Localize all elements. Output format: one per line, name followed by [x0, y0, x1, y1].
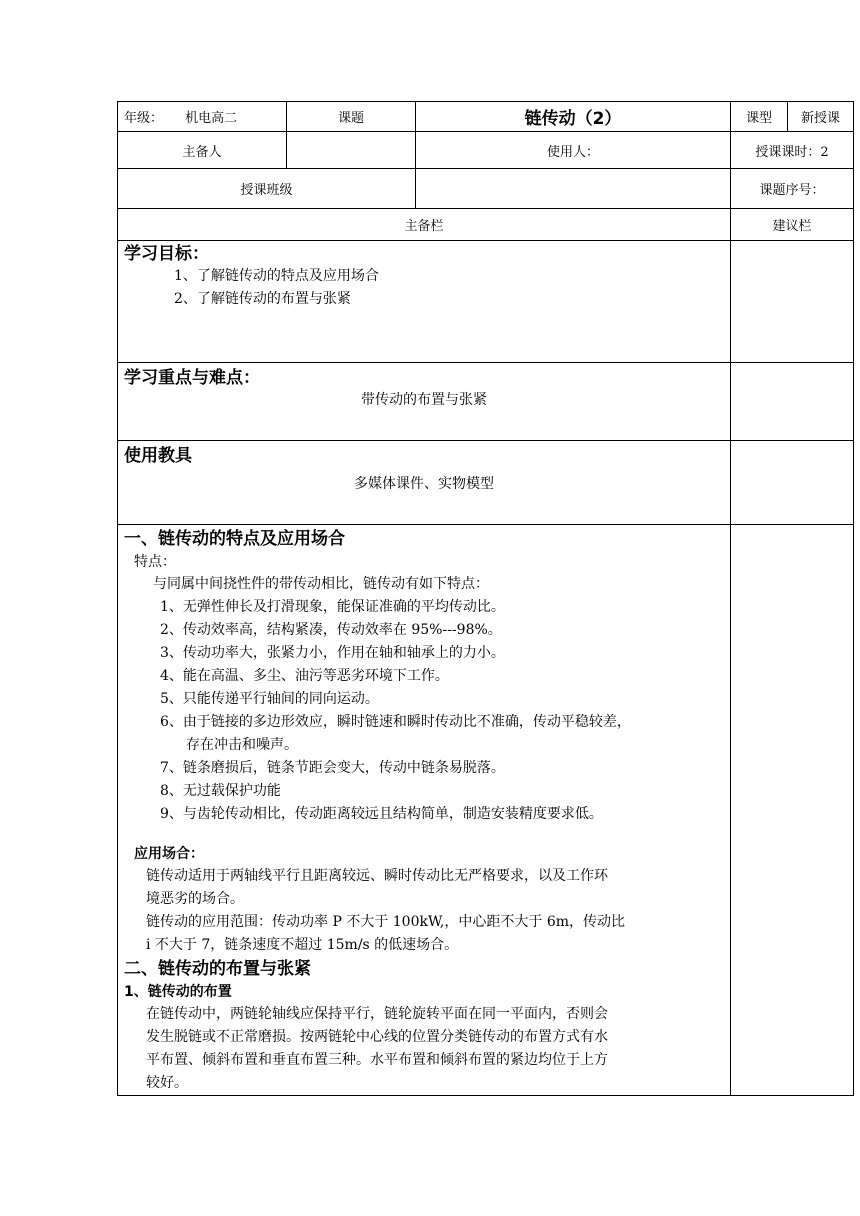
objectives-cell — [118, 241, 731, 363]
tools-heading: 使用教具 — [124, 446, 192, 466]
class-value — [416, 169, 731, 209]
key-points-text: 带传动的布置与张紧 — [361, 392, 487, 408]
key-points-heading: 学习重点与难点： — [124, 368, 260, 388]
application-line: 链传动的应用范围：传动功率 P 不大于 100kW,，中心距不大于 6m，传动比 — [146, 914, 625, 930]
tools-suggest-cell — [731, 441, 854, 525]
preparer-value — [287, 132, 416, 169]
tools-text: 多媒体课件、实物模型 — [354, 476, 494, 492]
section1-heading: 一、链传动的特点及应用场合 — [124, 529, 345, 549]
feature-item: 6、由于链接的多边形效应，瞬时链速和瞬时传动比不准确，传动平稳较差， — [160, 714, 631, 730]
topic-label: 课题 — [287, 102, 416, 132]
user-label: 使用人： — [416, 132, 731, 169]
feature-item: 7、链条磨损后，链条节距会变大，传动中链条易脱落。 — [160, 760, 505, 776]
column-header-row — [118, 209, 854, 241]
class-label: 授课班级 — [118, 169, 416, 209]
preparer-label: 主备人 — [118, 132, 287, 169]
key-points-cell — [118, 363, 731, 441]
main-col-label: 主备栏 — [118, 209, 731, 241]
tools-cell — [118, 441, 731, 525]
seq-label: 课题序号： — [731, 169, 854, 209]
section2-heading: 二、链传动的布置与张紧 — [124, 959, 311, 979]
topic-value: 链传动（2） — [416, 102, 731, 132]
feature-item: 1、无弹性伸长及打滑现象，能保证准确的平均传动比。 — [160, 599, 505, 615]
content-row — [118, 525, 854, 1096]
header-row-1 — [118, 102, 854, 132]
layout-line: 较好。 — [146, 1075, 188, 1091]
grade-label: 年级： — [124, 111, 164, 126]
lesson-plan-sheet — [117, 101, 853, 1096]
feature-item: 2、传动效率高，结构紧凑，传动效率在 95%---98%。 — [160, 622, 502, 638]
feature-item: 存在冲击和噪声。 — [186, 737, 298, 753]
type-label: 课型 — [731, 102, 788, 132]
tools-row — [118, 441, 854, 525]
objective-item: 2、了解链传动的布置与张紧 — [174, 291, 351, 307]
feature-item: 8、无过载保护功能 — [160, 783, 281, 799]
content-suggest-cell — [731, 525, 854, 1096]
spacer — [124, 826, 720, 843]
header-row-2 — [118, 132, 854, 169]
feature-item: 4、能在高温、多尘、油污等恶劣环境下工作。 — [160, 668, 449, 684]
objectives-heading: 学习目标： — [124, 244, 209, 264]
lesson-plan-table — [117, 101, 854, 1096]
objectives-suggest-cell — [731, 241, 854, 363]
periods-label: 授课课时：2 — [731, 132, 854, 169]
grade-value: 机电高二 — [185, 111, 238, 126]
suggest-col-label: 建议栏 — [731, 209, 854, 241]
objectives-row — [118, 241, 854, 363]
layout-line: 在链传动中，两链轮轴线应保持平行，链轮旋转平面在同一平面内，否则会 — [146, 1006, 608, 1022]
key-points-row — [118, 363, 854, 441]
layout-line: 发生脱链或不正常磨损。按两链轮中心线的位置分类链传动的布置方式有水 — [146, 1029, 608, 1045]
application-line: 境恶劣的场合。 — [146, 891, 244, 907]
feature-item: 9、与齿轮传动相比，传动距离较远且结构简单，制造安装精度要求低。 — [160, 806, 603, 822]
features-intro: 与同属中间挠性件的带传动相比，链传动有如下特点： — [153, 576, 489, 592]
key-points-suggest-cell — [731, 363, 854, 441]
feature-item: 5、只能传递平行轴间的同向运动。 — [160, 691, 379, 707]
application-line: i 不大于 7，链条速度不超过 15m/s 的低速场合。 — [146, 937, 459, 953]
header-row-3 — [118, 169, 854, 209]
content-cell — [118, 525, 731, 1096]
type-value: 新授课 — [788, 102, 854, 132]
application-line: 链传动适用于两轴线平行且距离较远、瞬时传动比无严格要求，以及工作环 — [146, 868, 608, 884]
layout-line: 平布置、倾斜布置和垂直布置三种。水平布置和倾斜布置的紧边均位于上方 — [146, 1052, 608, 1068]
features-label: 特点： — [134, 554, 176, 570]
section2-subheading: 1、链传动的布置 — [124, 984, 232, 1000]
grade-cell — [118, 102, 287, 132]
objective-item: 1、了解链传动的特点及应用场合 — [174, 268, 379, 284]
feature-item: 3、传动功率大，张紧力小，作用在轴和轴承上的力小。 — [160, 645, 505, 661]
application-label: 应用场合： — [134, 846, 204, 862]
